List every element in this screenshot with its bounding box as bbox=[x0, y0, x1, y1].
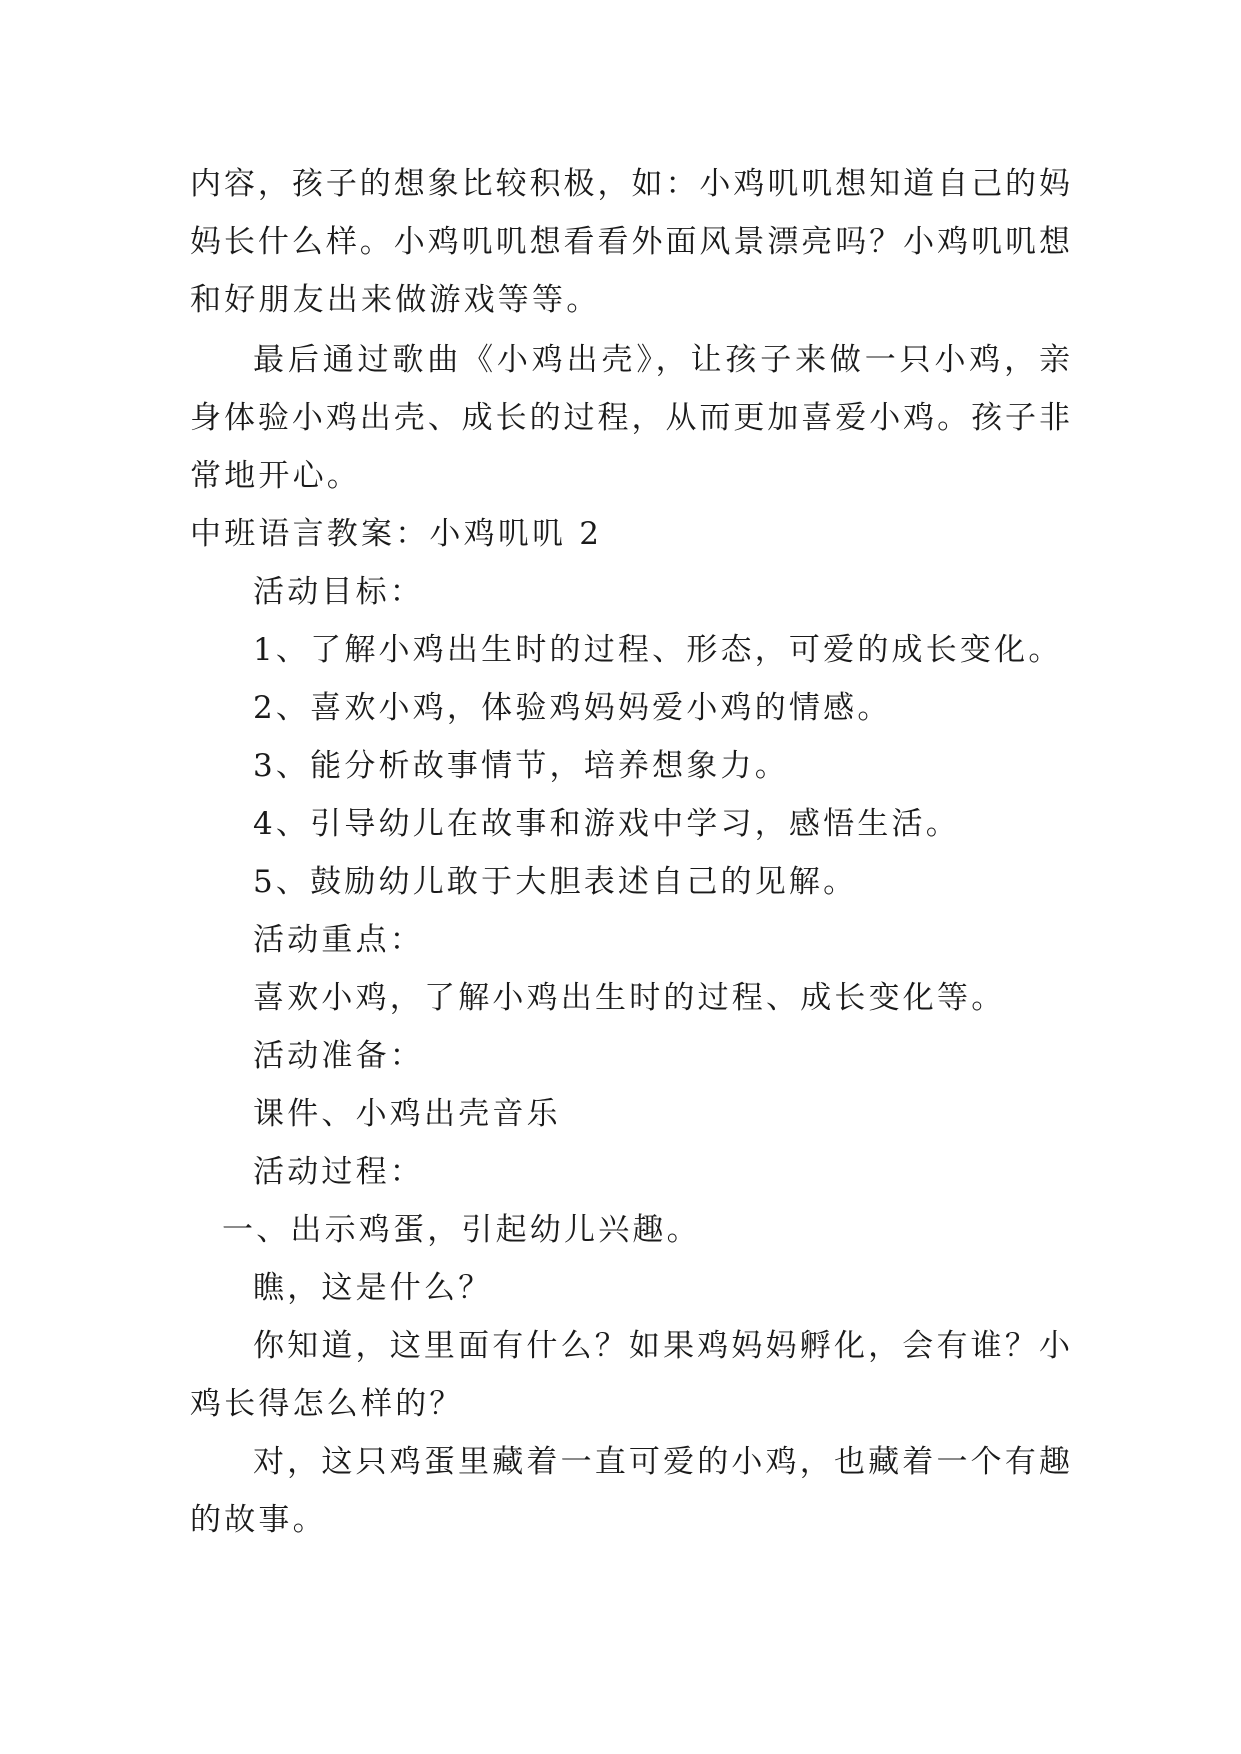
goals-title: 活动目标： bbox=[253, 574, 424, 610]
paragraph-line: 内容，孩子的想象比较积极，如：小鸡叽叽想知道自己的妈 bbox=[190, 166, 1070, 202]
paragraph-line: 瞧，这是什么？ bbox=[253, 1270, 493, 1306]
paragraph-line: 的故事。 bbox=[190, 1502, 327, 1538]
process-title: 活动过程： bbox=[253, 1154, 424, 1190]
focus-text: 喜欢小鸡，了解小鸡出生时的过程、成长变化等。 bbox=[253, 980, 1006, 1016]
goal-item: 3、能分析故事情节，培养想象力。 bbox=[253, 748, 789, 784]
section-heading: 中班语言教案：小鸡叽叽 2 bbox=[190, 516, 603, 552]
paragraph-line: 对，这只鸡蛋里藏着一直可爱的小鸡，也藏着一个有趣 bbox=[253, 1444, 1070, 1480]
paragraph-line: 身体验小鸡出壳、成长的过程，从而更加喜爱小鸡。孩子非 bbox=[190, 400, 1070, 436]
paragraph-line: 和好朋友出来做游戏等等。 bbox=[190, 282, 601, 318]
paragraph-line: 鸡长得怎么样的？ bbox=[190, 1386, 464, 1422]
focus-title: 活动重点： bbox=[253, 922, 424, 958]
process-step: 一、出示鸡蛋，引起幼儿兴趣。 bbox=[222, 1212, 701, 1248]
prep-text: 课件、小鸡出壳音乐 bbox=[253, 1096, 561, 1132]
goal-item: 2、喜欢小鸡，体验鸡妈妈爱小鸡的情感。 bbox=[253, 690, 892, 726]
paragraph-line: 常地开心。 bbox=[190, 458, 361, 494]
goal-item: 4、引导幼儿在故事和游戏中学习，感悟生活。 bbox=[253, 806, 960, 842]
prep-title: 活动准备： bbox=[253, 1038, 424, 1074]
goal-item: 5、鼓励幼儿敢于大胆表述自己的见解。 bbox=[253, 864, 858, 900]
goal-item: 1、了解小鸡出生时的过程、形态，可爱的成长变化。 bbox=[253, 632, 1063, 668]
paragraph-line: 最后通过歌曲《小鸡出壳》，让孩子来做一只小鸡，亲 bbox=[253, 342, 1070, 378]
paragraph-line: 你知道，这里面有什么？如果鸡妈妈孵化，会有谁？小 bbox=[253, 1328, 1070, 1364]
paragraph-line: 妈长什么样。小鸡叽叽想看看外面风景漂亮吗？小鸡叽叽想 bbox=[190, 224, 1070, 260]
